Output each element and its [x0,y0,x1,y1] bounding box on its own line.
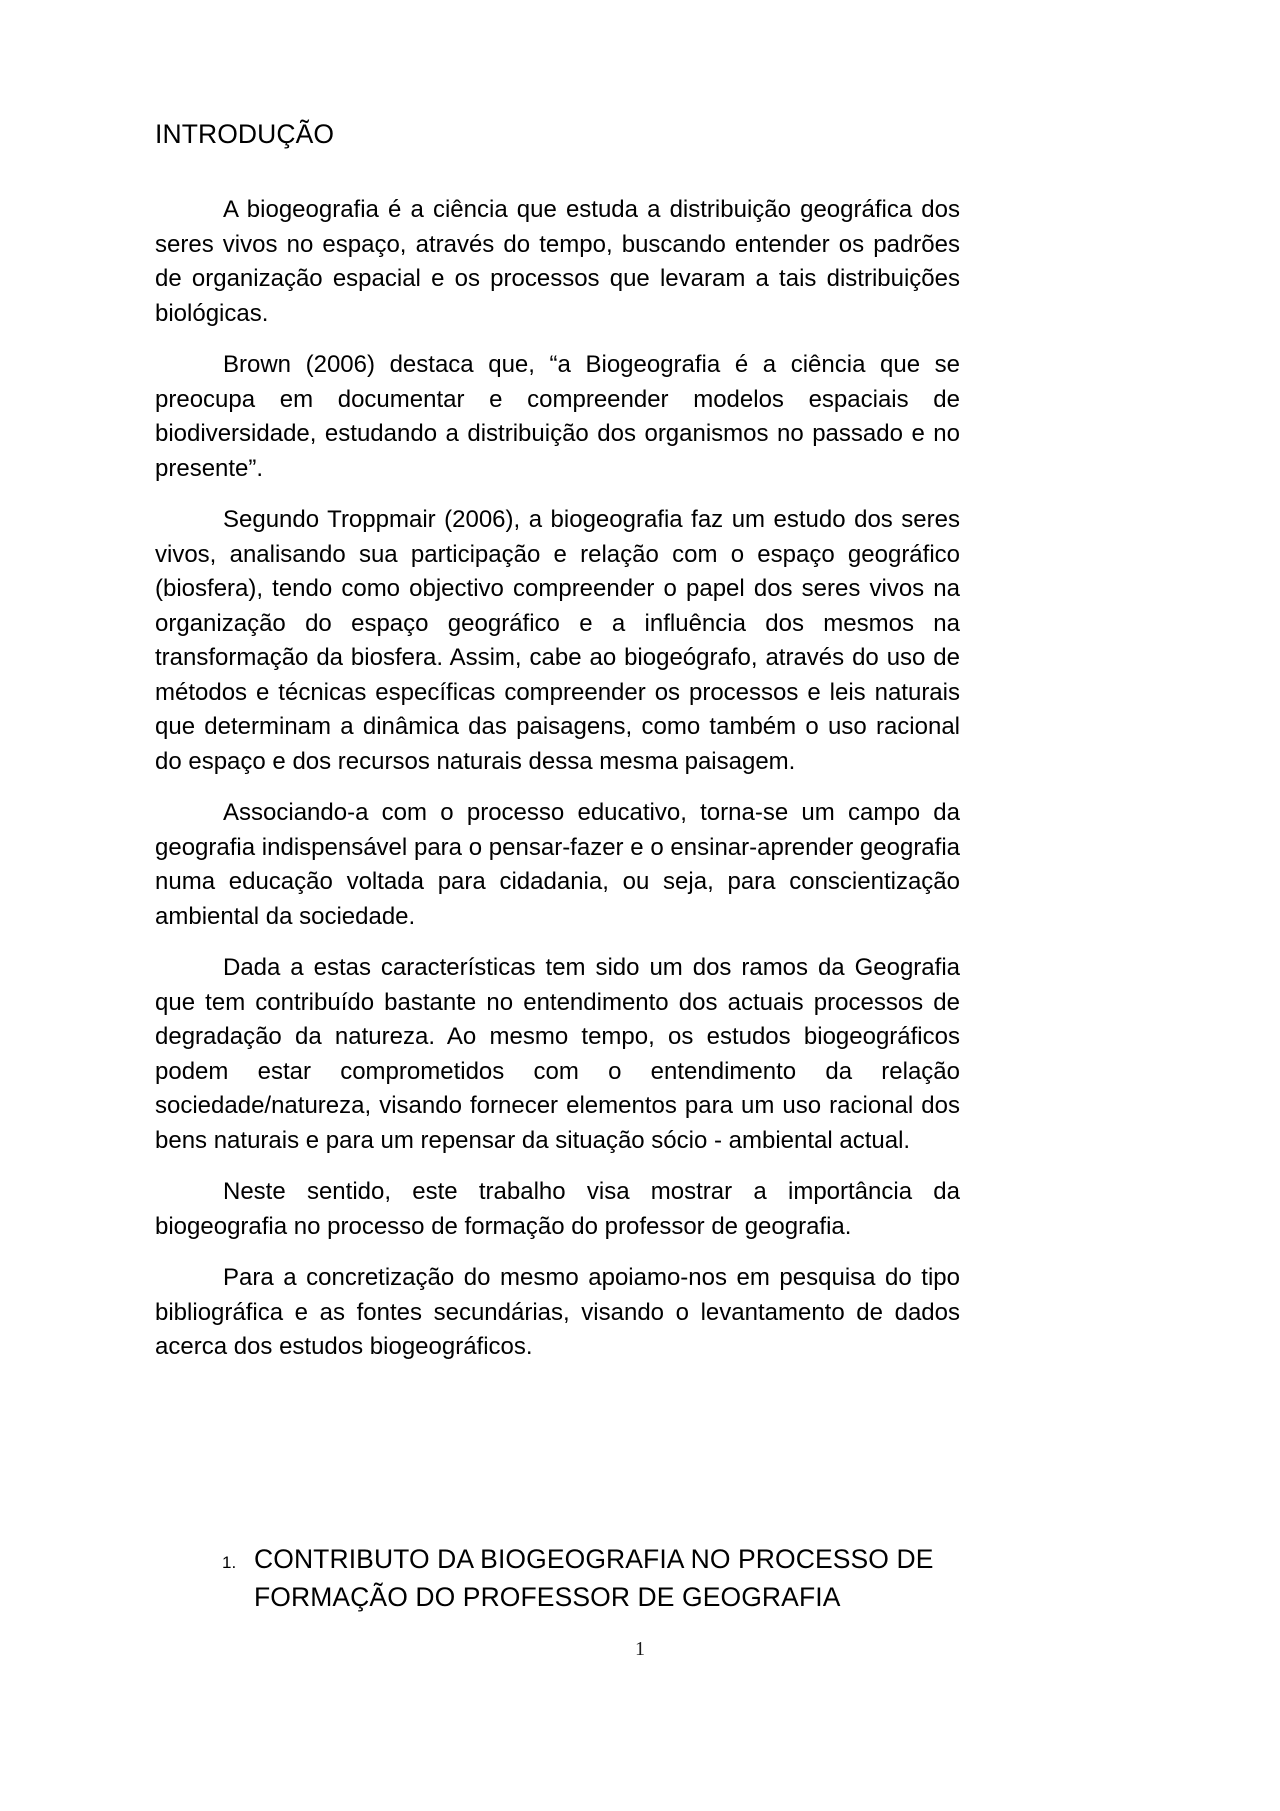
paragraph-4: Associando-a com o processo educativo, torna-se um campo da geografia indispensável para o pensar-fazer e o ensinar-aprender geografia numa educação voltada para cidadania, ou seja, para conscientização ambiental da sociedade. [155,799,960,930]
section-title: CONTRIBUTO DA BIOGEOGRAFIA NO PROCESSO DE FORMAÇÃO DO PROFESSOR DE GEOGRAFIA [254,1544,934,1612]
paragraph-3: Segundo Troppmair (2006), a biogeografia faz um estudo dos seres vivos, analisando sua participação e relação com o espaço geográfico (biosfera), tendo como objectivo compreender o papel dos seres vivos na organização do espaço geográfico e a influência dos mesmos na transformação da biosfera. Assim, cabe ao biogeógrafo, através do uso de métodos e técnicas específicas compreender os processos e leis naturais que determinam a dinâmica das paisagens, como também o uso racional do espaço e dos recursos naturais dessa mesma paisagem. [155,506,960,775]
body-text-block [155,193,960,1365]
paragraph-6: Neste sentido, este trabalho visa mostrar a importância da biogeografia no processo de formação do professor de geografia. [155,1178,960,1240]
document-content [155,118,960,1365]
page-number: 1 [635,1638,645,1660]
paragraph-2: Brown (2006) destaca que, “a Biogeografia é a ciência que se preocupa em documentar e compreender modelos espaciais de biodiversidade, estudando a distribuição dos organismos no passado e no presente”. [155,351,960,482]
paragraph-1: A biogeografia é a ciência que estuda a distribuição geográfica dos seres vivos no espaço, através do tempo, buscando entender os padrões de organização espacial e os processos que levaram a tais distribuições biológicas. [155,196,960,327]
page-title: INTRODUÇÃO [155,119,335,149]
paragraph-5: Dada a estas características tem sido um dos ramos da Geografia que tem contribuído bastante no entendimento dos actuais processos de degradação da natureza. Ao mesmo tempo, os estudos biogeográficos podem estar comprometidos com o entendimento da relação sociedade/natureza, visando fornecer elementos para um uso racional dos bens naturais e para um repensar da situação sócio - ambiental actual. [155,954,960,1154]
paragraph-7: Para a concretização do mesmo apoiamo-nos em pesquisa do tipo bibliográfica e as fontes secundárias, visando o levantamento de dados acerca dos estudos biogeográficos. [155,1264,960,1361]
section-number: 1. [222,1553,237,1572]
section-heading [222,1540,962,1616]
